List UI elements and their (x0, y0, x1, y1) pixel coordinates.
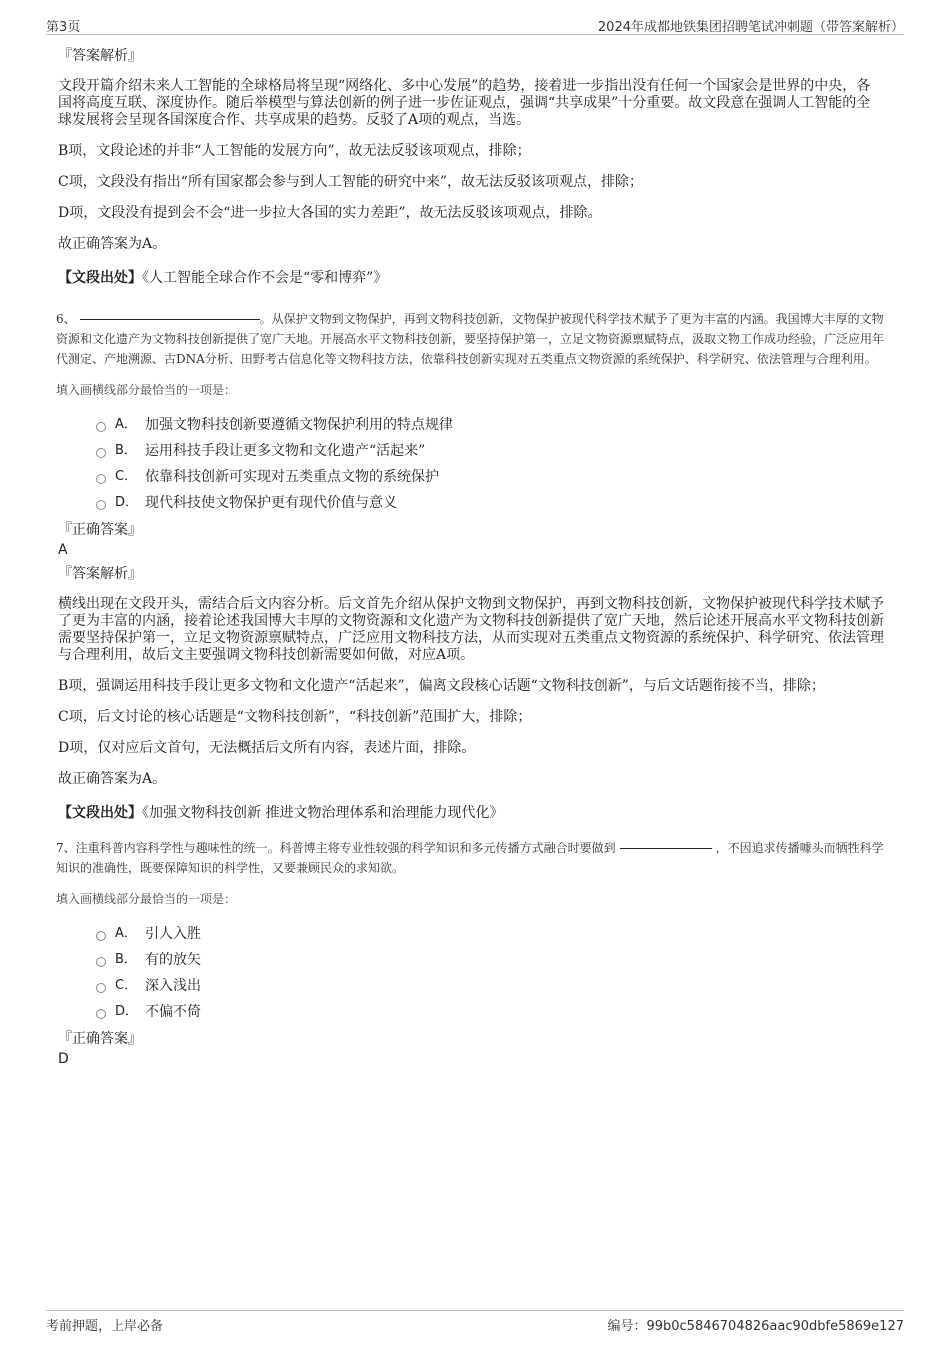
q5-analysis-paragraph: C项，文段没有指出“所有国家都会参与到人工智能的研究中来”，故无法反驳该项观点，排除； (58, 174, 644, 190)
footer-code (607, 1315, 904, 1334)
q5-source-title: 《人工智能全球合作不会是“零和博弈”》 (142, 270, 388, 286)
q5-analysis-paragraph: D项，文段没有提到会不会“进一步拉大各国的实力差距”，故无法反驳该项观点，排除。 (58, 205, 602, 221)
q7-prompt: 填入画横线部分最恰当的一项是： (56, 892, 237, 906)
q6-blank (80, 318, 260, 320)
radio-icon[interactable] (96, 983, 106, 993)
footer-code-label: 编号： (607, 1319, 647, 1334)
q6-option-d[interactable]: D． 现代科技使文物保护更有现代价值与意义 (96, 490, 884, 516)
q7-question (56, 838, 884, 878)
q7-options (96, 921, 884, 1025)
radio-icon[interactable] (96, 500, 106, 510)
radio-icon[interactable] (96, 448, 106, 458)
radio-icon[interactable] (96, 422, 106, 432)
q7-text-before: 注重科普内容科学性与趣味性的统一。科普博主将专业性较强的科学知识和多元传播方式融合时要做到 (75, 841, 616, 855)
q7-number: 7、 (56, 841, 76, 855)
q6-options (96, 412, 884, 516)
radio-icon[interactable] (96, 931, 106, 941)
q6-correct-label: 『正确答案』 (58, 522, 142, 538)
q5-source (58, 267, 884, 287)
q5-source-label: 【文段出处】 (58, 270, 142, 286)
q6-text: 。从保护文物到文物保护，再到文物科技创新，文物保护被现代科学技术赋予了更为丰富的内涵。我国博大丰厚的文物资源和文化遗产为文物科技创新提供了宽广天地。开展高水平文物科技创新，要坚持保护第一，立足文物资源禀赋特点，汲取文物工作成功经验，广泛应用年代测定、产地溯源、古DNA分析、田野考古信息化等文物科技方法，依靠科技创新实现对五类重点文物资源的系统保护、科学研究、依法管理与合理利用。 (56, 312, 885, 366)
q7-text-after: ，不因追求传播噱头而牺牲科学知识的准确性，既要保障知识的科学性，又要兼顾民众的求知欲。 (56, 841, 884, 875)
radio-icon[interactable] (96, 474, 106, 484)
q6-source (58, 802, 884, 822)
q6-number: 6、 (56, 312, 76, 326)
q6-source-label: 【文段出处】 (58, 805, 142, 821)
q6-analysis-paragraph: D项，仅对应后文首句，无法概括后文所有内容，表述片面，排除。 (58, 740, 476, 756)
q7-blank (620, 847, 712, 849)
footer-slogan: 考前押题，上岸必备 (46, 1319, 164, 1334)
q5-analysis-paragraph: B项，文段论述的并非“人工智能的发展方向”，故无法反驳该项观点，排除； (58, 143, 531, 159)
document-title: 2024年成都地铁集团招聘笔试冲刺题（带答案解析） (597, 20, 904, 35)
q6-correct-answer: A (58, 542, 68, 558)
q6-analysis-paragraph: B项，强调运用科技手段让更多文物和文化遗产“活起来”，偏离文段核心话题“文物科技创新”，与后文话题衔接不当，排除； (58, 678, 825, 694)
q6-option-a[interactable]: A． 加强文物科技创新要遵循文物保护利用的特点规律 (96, 412, 884, 438)
q5-analysis-paragraph: 文段开篇介绍未来人工智能的全球格局将呈现“网络化、多中心发展”的趋势，接着进一步指出没有任何一个国家会是世界的中央，各国将高度互联、深度协作。随后举模型与算法创新的例子进一步佐证观点，强调“共享成果”十分重要。故文段意在强调人工智能的全球发展将会呈现各国深度合作、共享成果的趋势。反驳了A项的观点，当选。 (58, 78, 871, 128)
page-footer (46, 1310, 904, 1334)
radio-icon[interactable] (96, 1009, 106, 1019)
q6-source-title: 《加强文物科技创新 推进文物治理体系和治理能力现代化》 (142, 805, 504, 821)
q7-option-a[interactable]: A． 引人入胜 (96, 921, 884, 947)
q7-correct-label: 『正确答案』 (58, 1031, 142, 1047)
q6-analysis-label: 『答案解析』 (58, 566, 142, 582)
q7-option-d[interactable]: D． 不偏不倚 (96, 999, 884, 1025)
radio-icon[interactable] (96, 957, 106, 967)
q6-question (56, 309, 884, 369)
q6-option-c[interactable]: C． 依靠科技创新可实现对五类重点文物的系统保护 (96, 464, 884, 490)
q6-analysis-paragraph: 故正确答案为A。 (58, 771, 167, 787)
q7-option-c[interactable]: C． 深入浅出 (96, 973, 884, 999)
q5-analysis-label: 『答案解析』 (58, 48, 142, 64)
q5-analysis-paragraph: 故正确答案为A。 (58, 236, 167, 252)
q6-analysis-paragraph: 横线出现在文段开头，需结合后文内容分析。后文首先介绍从保护文物到文物保护，再到文物科技创新，文物保护被现代科学技术赋予了更为丰富的内涵，接着论述我国博大丰厚的文物资源和文化遗产为文物科技创新提供了宽广天地，然后论述开展高水平文物科技创新需要坚持保护第一，立足文物资源禀赋特点，广泛应用文物科技方法，从而实现对五类重点文物资源的系统保护、科学研究、依法管理与合理利用，故后文主要强调文物科技创新需要如何做，对应A项。 (58, 596, 884, 663)
q7-correct-answer: D (58, 1051, 69, 1067)
q6-option-b[interactable]: B． 运用科技手段让更多文物和文化遗产“活起来” (96, 438, 884, 464)
page-content (56, 46, 884, 1073)
page-number: 第3页 (46, 20, 81, 35)
q7-option-b[interactable]: B． 有的放矢 (96, 947, 884, 973)
page-header (46, 14, 904, 35)
footer-code-value: 99b0c5846704826aac90dbfe5869e127 (646, 1319, 904, 1334)
q6-analysis-paragraph: C项，后文讨论的核心话题是“文物科技创新”，“科技创新”范围扩大，排除； (58, 709, 532, 725)
q6-prompt: 填入画横线部分最恰当的一项是： (56, 383, 237, 397)
